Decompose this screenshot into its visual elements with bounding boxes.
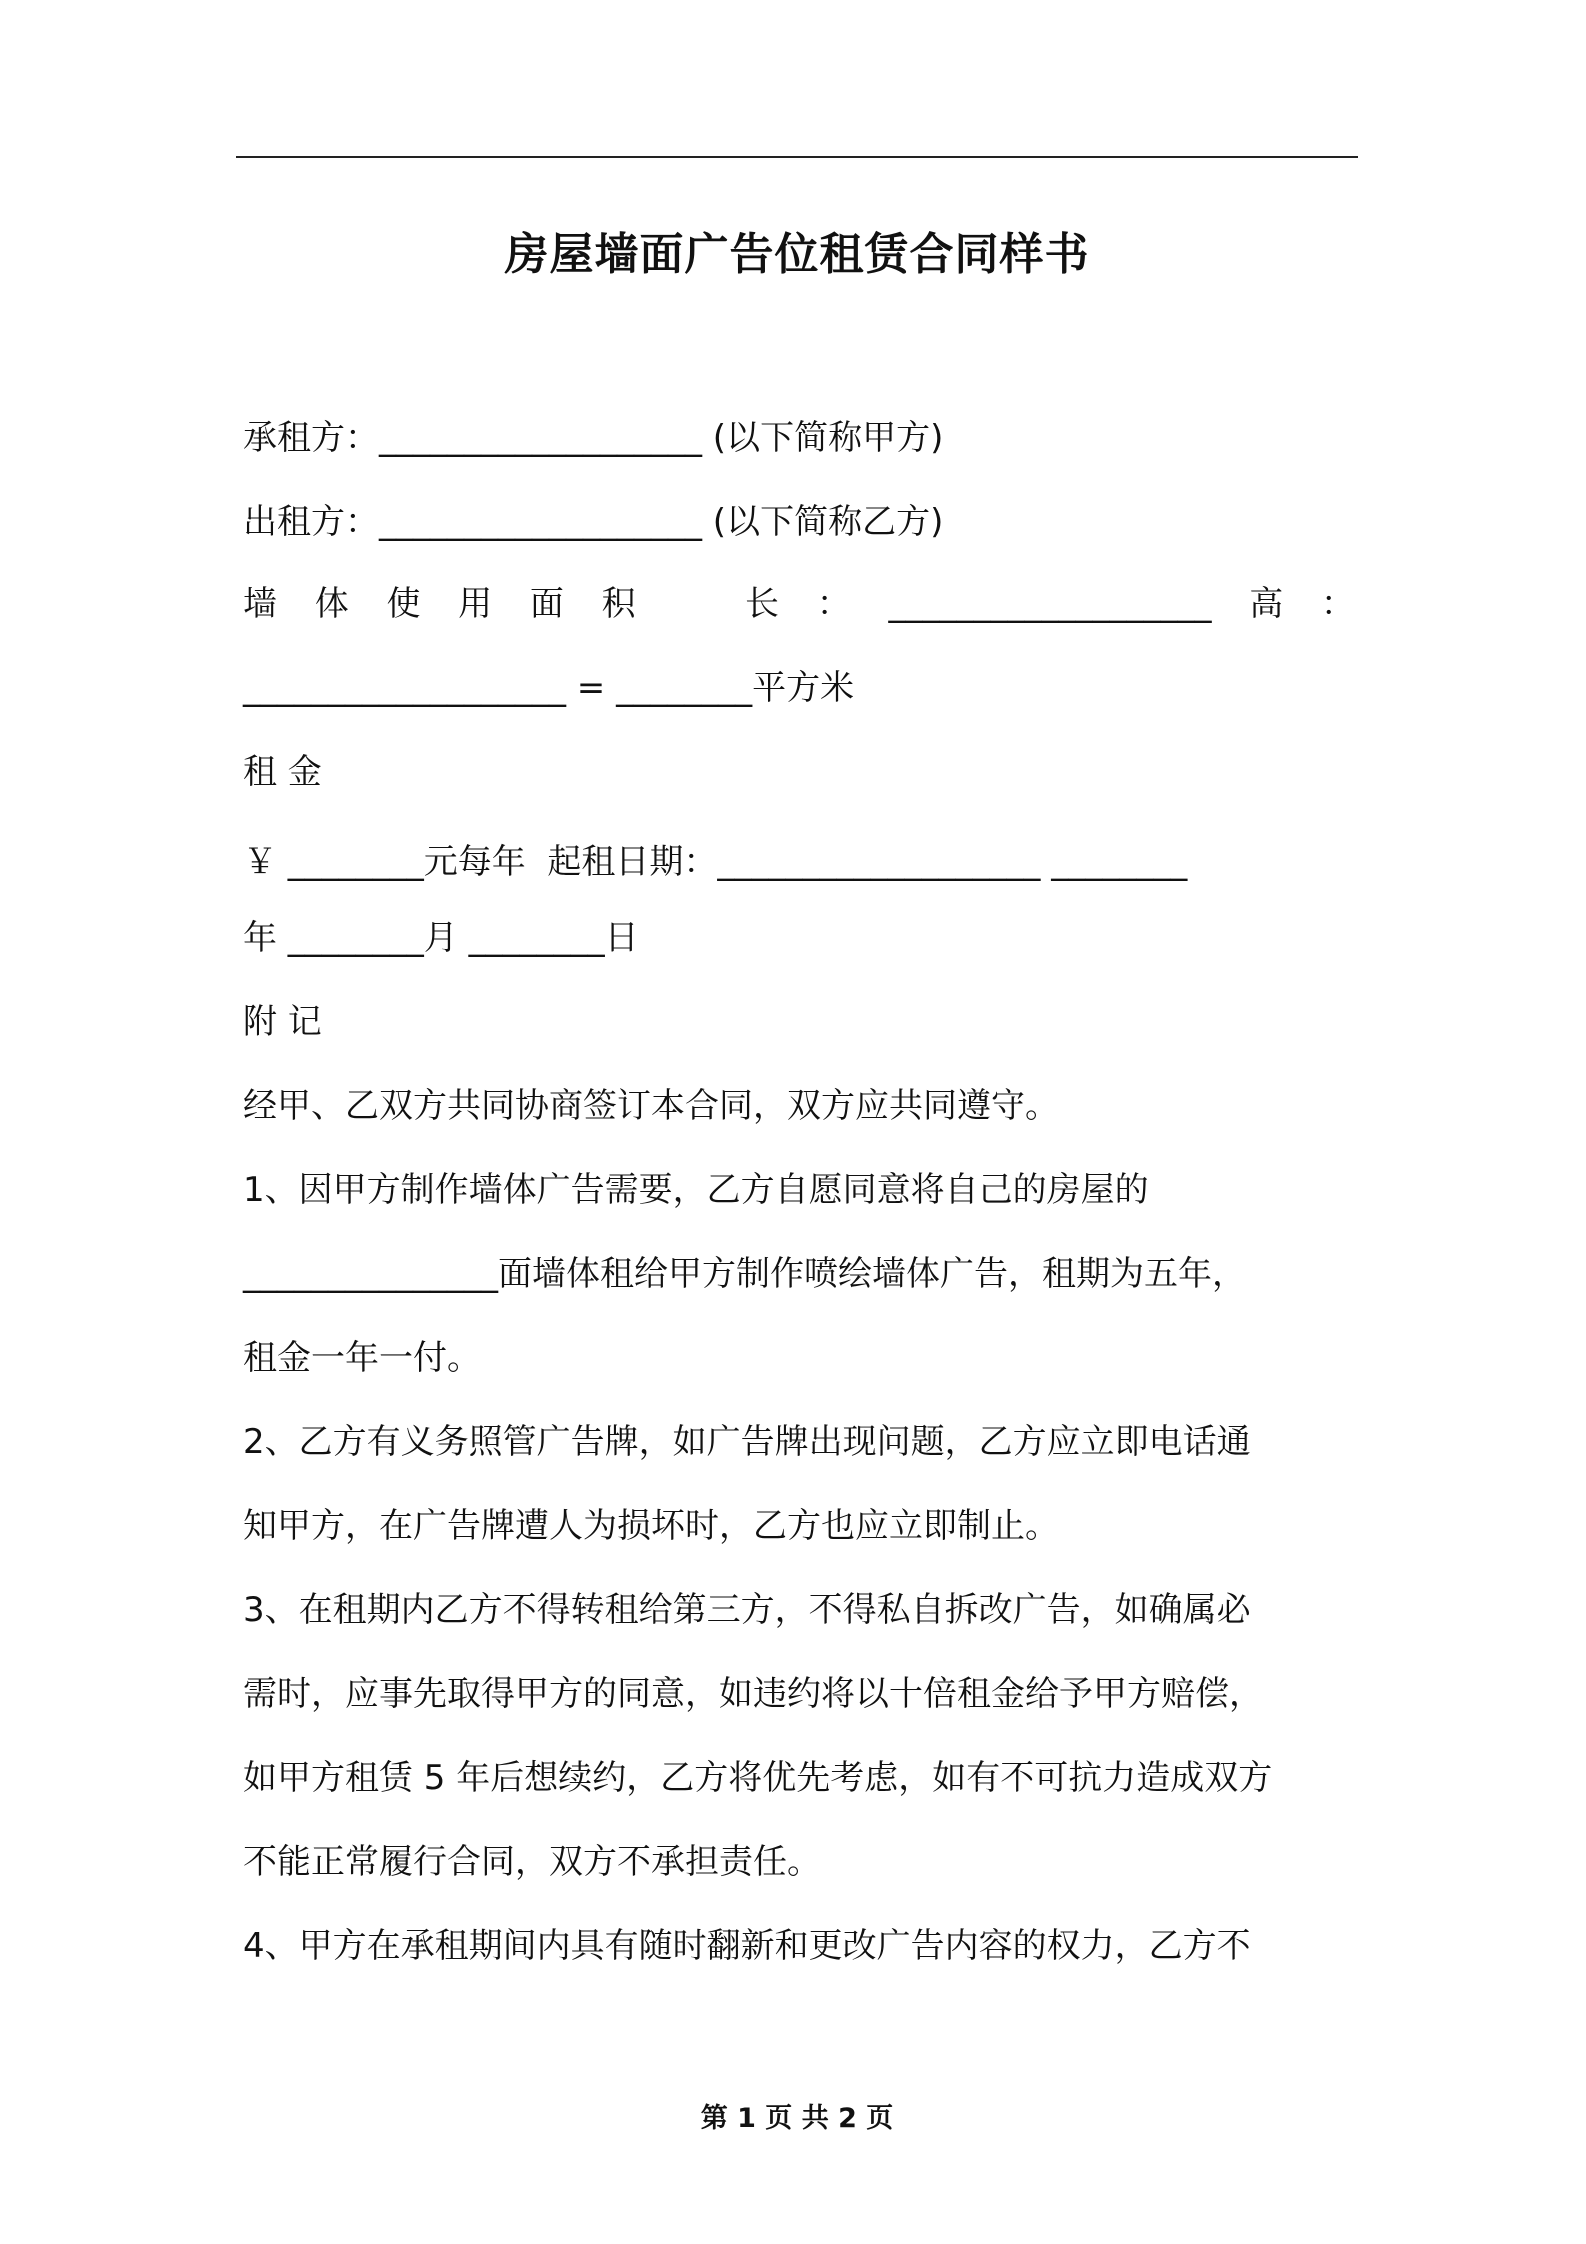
document-title: 房屋墙面广告位租赁合同样书: [504, 229, 1090, 280]
paragraph-line: 需时，应事先取得甲方的同意，如违约将以十倍租金给予甲方赔偿，: [243, 1674, 1263, 1714]
wall-area-line: 墙 体 使 用 面 积 长 ： ___________________ 高 ：: [243, 584, 1355, 624]
rent-heading: 租 金: [243, 752, 322, 792]
lessor-line: 出租方：___________________ (以下简称乙方): [243, 502, 944, 542]
notes-heading: 附 记: [243, 1002, 322, 1042]
date-line: 年 ________月 ________日: [243, 918, 639, 958]
paragraph-line: 3、在租期内乙方不得转租给第三方，不得私自拆改广告，如确属必: [243, 1590, 1251, 1630]
paragraph-line: 2、乙方有义务照管广告牌，如广告牌出现问题，乙方应立即电话通: [243, 1422, 1251, 1462]
paragraph-line: 租金一年一付。: [243, 1338, 481, 1378]
paragraph-line: 不能正常履行合同，双方不承担责任。: [243, 1842, 821, 1882]
paragraph-line: 知甲方，在广告牌遭人为损坏时，乙方也应立即制止。: [243, 1506, 1059, 1546]
paragraph-line: 如甲方租赁 5 年后想续约，乙方将优先考虑，如有不可抗力造成双方: [243, 1758, 1273, 1798]
paragraph-line: 4、甲方在承租期间内具有随时翻新和更改广告内容的权力，乙方不: [243, 1926, 1251, 1966]
paragraph-line: 1、因甲方制作墙体广告需要，乙方自愿同意将自己的房屋的: [243, 1170, 1149, 1210]
lessee-line: 承租方：___________________ (以下简称甲方): [243, 418, 944, 458]
page-number-footer: 第 1 页 共 2 页: [700, 2103, 894, 2134]
area-calc-line: ___________________ = ________平方米: [243, 668, 855, 708]
paragraph-intro: 经甲、乙双方共同协商签订本合同，双方应共同遵守。: [243, 1086, 1059, 1126]
paragraph-line: _______________面墙体租给甲方制作喷绘墙体广告，租期为五年，: [243, 1254, 1246, 1294]
header-rule: [236, 156, 1358, 158]
rent-amount-line: ￥ ________元每年 起租日期：___________________ ________: [243, 842, 1188, 882]
